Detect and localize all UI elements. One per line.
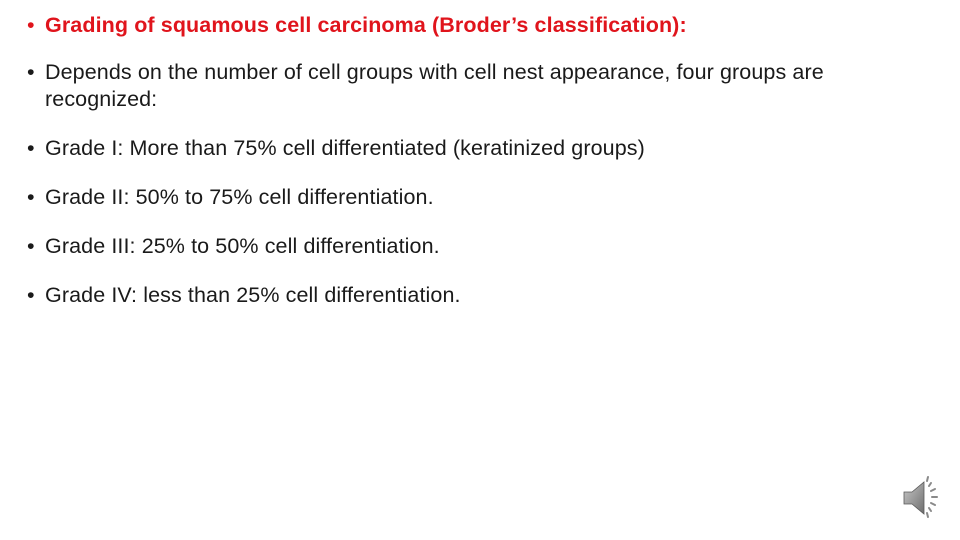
bullet-dot: • — [27, 234, 35, 258]
bullet-dot: • — [27, 283, 35, 307]
bullet-item — [27, 59, 937, 113]
bullet-list — [27, 12, 937, 331]
bullet-item — [27, 184, 937, 211]
bullet-dot: • — [27, 136, 35, 160]
slide-heading — [27, 12, 937, 39]
bullet-item — [27, 135, 937, 162]
bullet-text: Grade III: 25% to 50% cell differentiation. — [45, 234, 440, 258]
bullet-text: Grade II: 50% to 75% cell differentiation. — [45, 185, 434, 209]
bullet-dot: • — [27, 60, 35, 84]
bullet-item — [27, 282, 937, 309]
bullet-dot: • — [27, 13, 35, 37]
heading-text: Grading of squamous cell carcinoma (Broder’s classification): — [45, 13, 687, 37]
bullet-item — [27, 233, 937, 260]
bullet-text: Grade I: More than 75% cell differentiated (keratinized groups) — [45, 136, 645, 160]
bullet-text: Depends on the number of cell groups with cell nest appearance, four groups are recognized: — [45, 60, 824, 111]
bullet-dot: • — [27, 185, 35, 209]
speaker-icon[interactable] — [898, 474, 946, 522]
bullet-text: Grade IV: less than 25% cell differentiation. — [45, 283, 461, 307]
speaker-icon-graphic — [898, 474, 946, 522]
